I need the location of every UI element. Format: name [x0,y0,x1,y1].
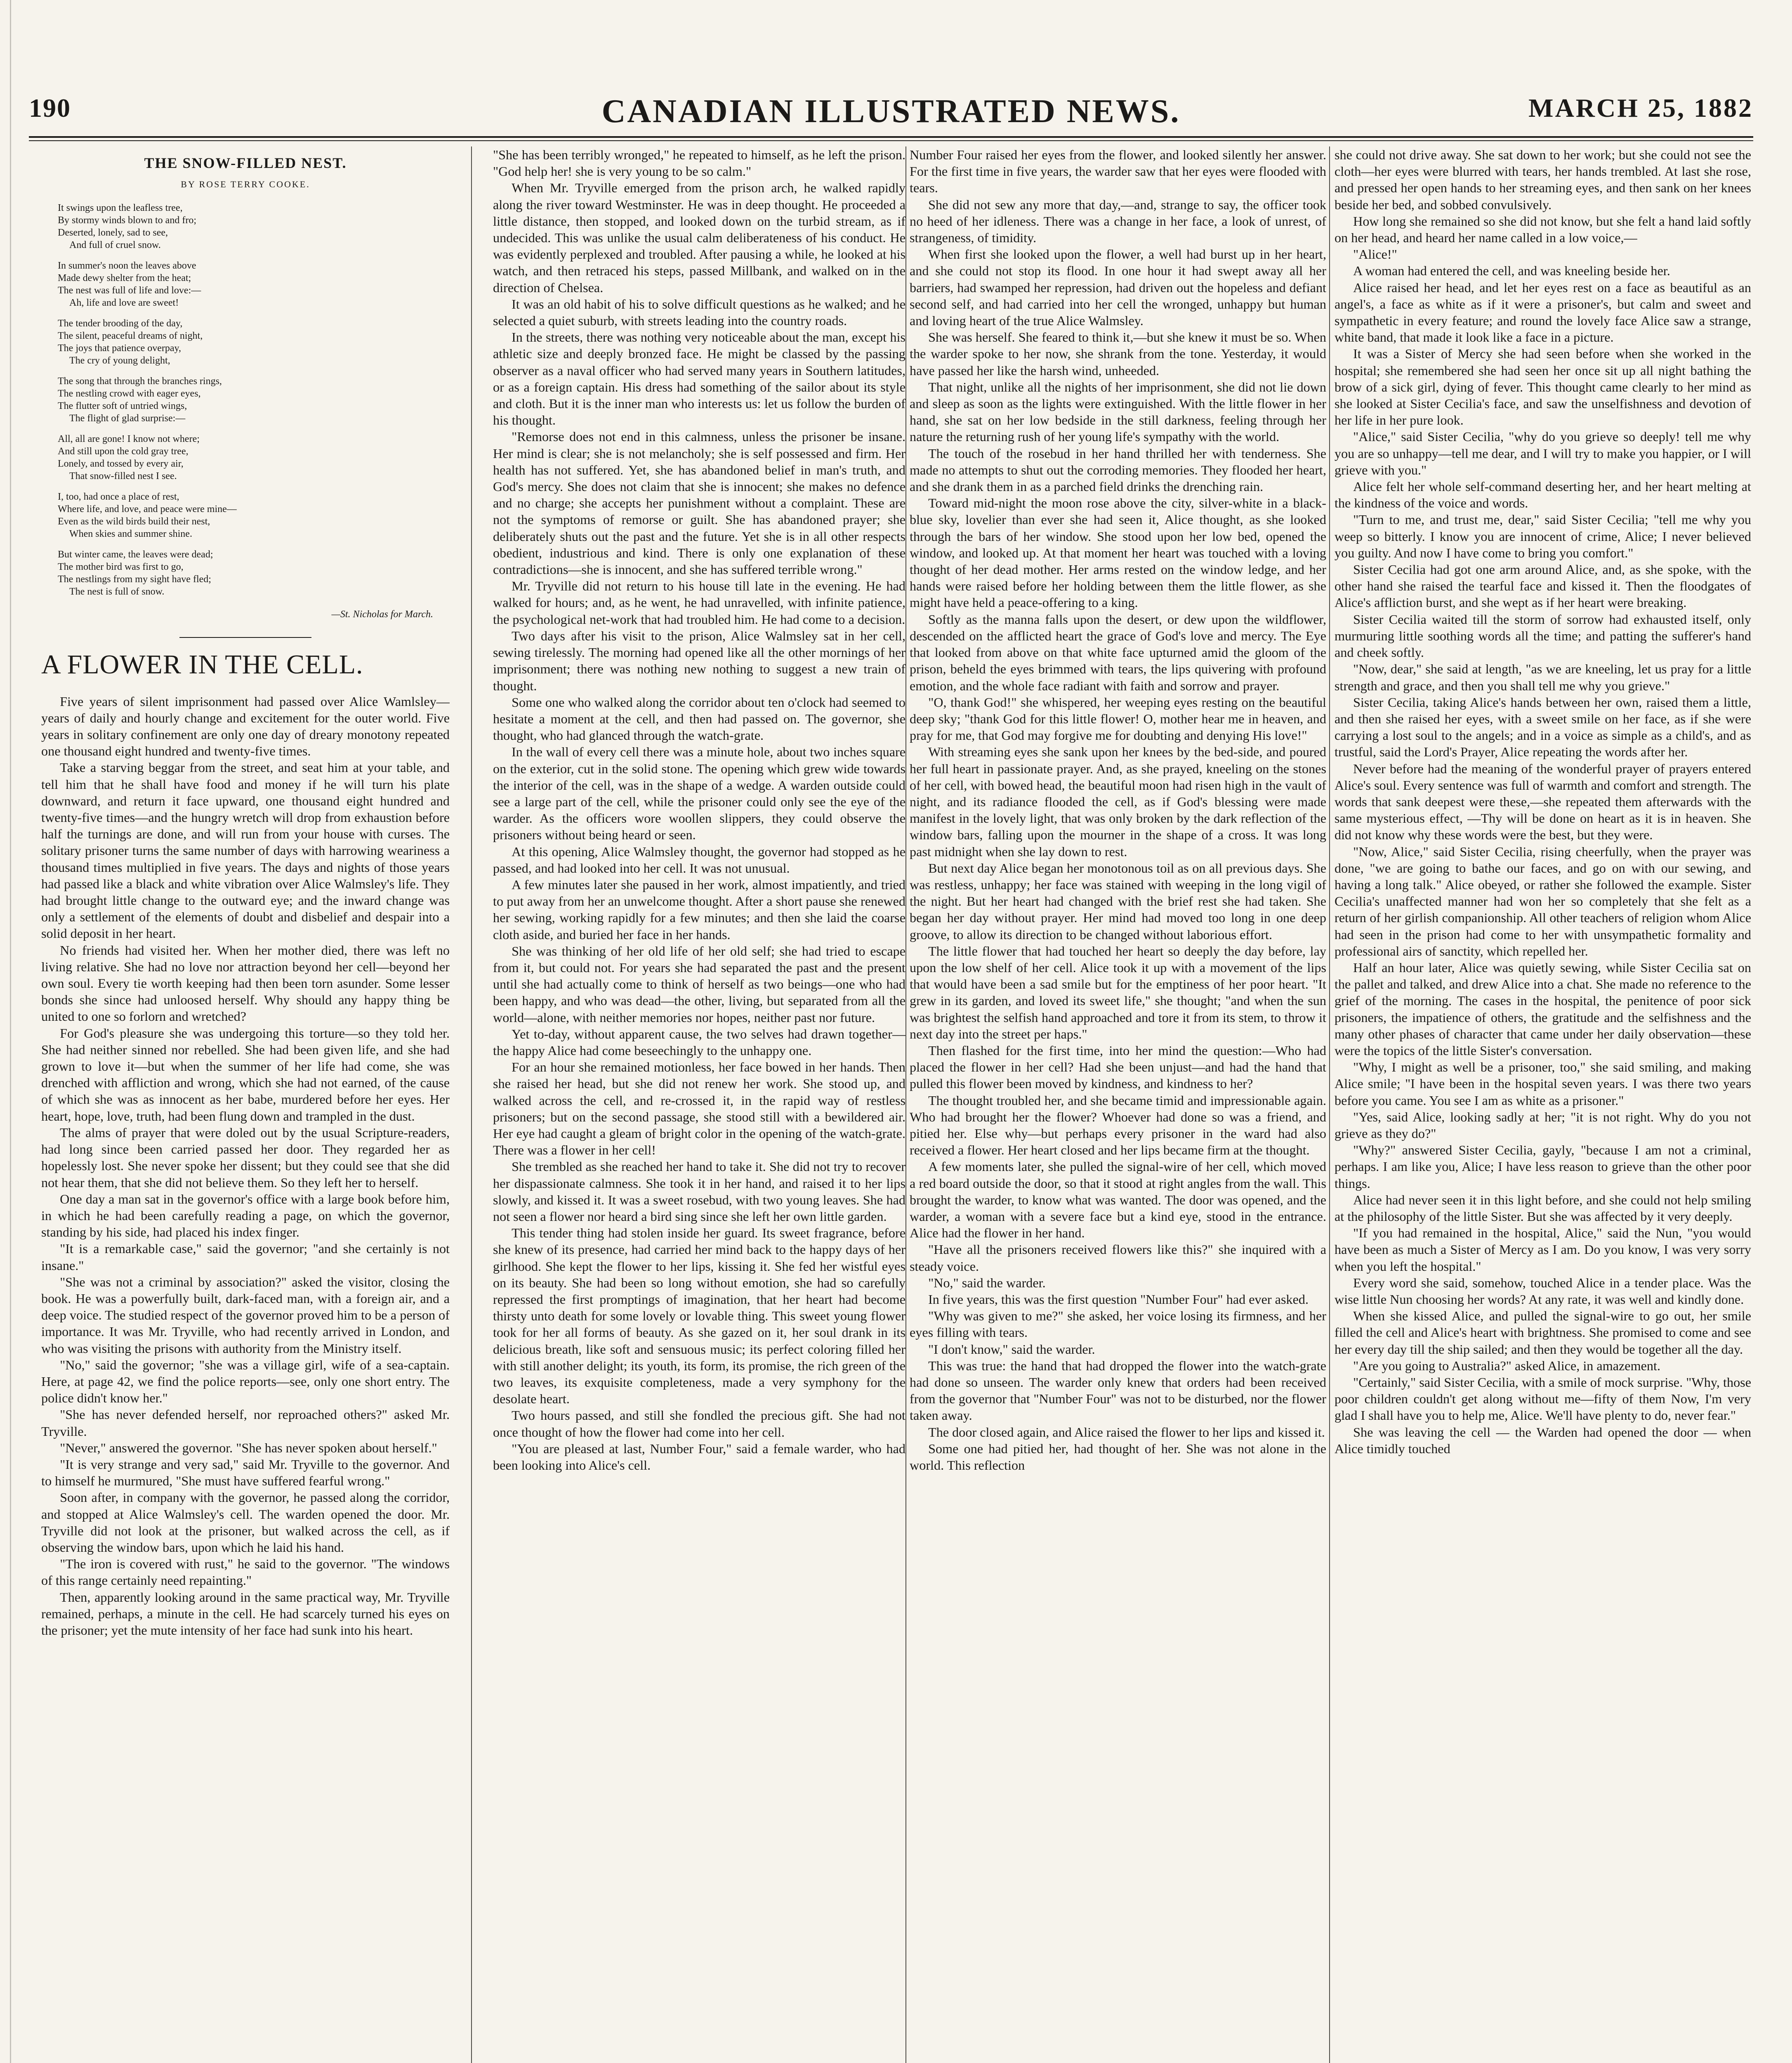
article-paragraph: One day a man sat in the governor's office with a large book before him, in which he had been carefully reading a page, on which the governor, standing by his side, had placed his index finger. [41,1191,450,1240]
poem-line: Where life, and love, and peace were mine— [58,504,237,515]
article-paragraph: "No," said the governor; "she was a village girl, wife of a sea-captain. Here, at page 42, we find the police reports—see, only one short entry. The police didn't know her." [41,1357,450,1406]
poem-line: I, too, had once a place of rest, [58,491,179,503]
article-paragraph: The thought troubled her, and she became timid and impressionable again. Who had brought her the flower? Whoever had done so was a friend, and pitied her. Else why—but perhaps every prisoner in the ward had also received a flower. Her heart closed and her lips became firm at the thought. [910,1093,1326,1158]
column-2 [493,146,905,2063]
article-paragraph: "No," said the warder. [928,1275,1046,1290]
article-paragraph: The door closed again, and Alice raised the flower to her lips and kissed it. [928,1424,1325,1440]
poem-author: BY ROSE TERRY COOKE. [181,179,310,190]
article-paragraph: Two days after his visit to the prison, Alice Walmsley sat in her cell, sewing tirelessly. The morning had opened like all the other mornings of her imprisonment; there was nothing new nothing to suggest a new train of thought. [493,628,905,693]
column-1 [41,146,450,2063]
article-paragraph: Some one had pitied her, had thought of her. She was not alone in the world. This reflection [910,1441,1326,1473]
column-divider [1329,146,1330,2063]
column-divider [905,146,906,2063]
article-paragraph: Toward mid-night the moon rose above the city, silver-white in a black-blue sky, lovelier than ever she had seen it, Alice thought, as she looked through the bars of her window. She stood upon her low bed, opened the window, and looked up. At that moment her heart was touched with a loving thought of her dead mother. Her arms rested on the window ledge, and her hands were raised before her holding between them the little flower, as she might have held a peace-offering to a king. [910,496,1326,610]
article-paragraph: "Never," answered the governor. "She has never spoken about herself." [60,1440,437,1455]
article-paragraph: A few minutes later she paused in her work, almost impatiently, and tried to put away from her an unwelcome thought. After a short pause she renewed her sewing, working rapidly for a few minutes; and then she laid the coarse cloth aside, and buried her face in her hands. [493,877,905,942]
article-paragraph: For God's pleasure she was undergoing this torture—so they told her. She had neither sinned nor rebelled. She had been given life, and she had grown to love it—but when the summer of her life had come, she was drenched with affliction and wrong, which she had not earned, of the cause of which she was as innocent as her babe, murdered before her eyes. Her heart, hope, love, truth, had been flung down and trampled in the dust. [41,1025,450,1124]
poem-line: Made dewy shelter from the heat; [58,273,191,284]
article-paragraph: It was an old habit of his to solve difficult questions as he walked; and he selected a quiet suburb, with streets leading into the country roads. [493,296,905,328]
article-paragraph: Five years of silent imprisonment had passed over Alice Wamlsley—years of daily and hourly change and excitement for the outer world. Five years in solitary confinement are only one day of dreary monotony repeated one thousand eight hundred and twenty-five times. [41,694,450,759]
poem-line: The nestling crowd with eager eyes, [58,388,201,399]
article-paragraph: The touch of the rosebud in her hand thrilled her with tenderness. She made no attempts to shut out the corroding memories. They flooded her heart, and she drank them in as a parched field drinks the drenching rain. [910,446,1326,494]
article-paragraph: Some one who walked along the corridor about ten o'clock had seemed to hesitate a moment at the cell, and then had passed on. The governor, she thought, who had glanced through the watch-grate. [493,694,905,743]
article-paragraph: The little flower that had touched her heart so deeply the day before, lay upon the low shelf of her cell. Alice took it up with a movement of the lips that would have been a sad smile but for the emptiness of her poor heart. "It grew in its garden, and loved its sweet life," she thought; "and when the sun was brightest the selfish hand approached and tore it from its stem, to throw it next day into the street per haps." [910,943,1326,1041]
article-paragraph: Soon after, in company with the governor, he passed along the corridor, and stopped at Alice Walmsley's cell. The warden opened the door. Mr. Tryville did not look at the prisoner, but walked across the cell, as if observing the window bars, upon which he laid his hand. [41,1490,450,1555]
poem-line: The mother bird was first to go, [58,562,184,573]
binding-edge [4,0,11,2063]
article-paragraph: she could not drive away. She sat down to her work; but she could not see the cloth—her eyes were blurred with tears, her hands trembled. At last she rose, and pressed her open hands to her streaming eyes, and then sank on her knees beside her bed, and sobbed convulsively. [1335,147,1751,212]
article-paragraph: Mr. Tryville did not return to his house till late in the evening. He had walked for hours; and, as he went, he had unravelled, with infinite patience, the psychological net-work that had troubled him. He had come to a decision. [493,578,905,627]
article-paragraph: "She was not a criminal by association?" asked the visitor, closing the book. He was a powerfully built, dark-faced man, with a foreign air, and a deep voice. The studied respect of the governor proved him to be a person of importance. It was Mr. Tryville, who had recently arrived in London, and who was visiting the prisons with authority from the Ministry itself. [41,1274,450,1356]
article-paragraph: A few moments later, she pulled the signal-wire of her cell, which moved a red board outside the door, so that it stood at right angles from the wall. This brought the warder, to know what was wanted. The door was opened, and the warder, a woman with a severe face but a kind eye, stood in the entrance. Alice had the flower in her hand. [910,1159,1326,1241]
poem-line: The joys that patience overpay, [58,343,181,354]
masthead-rule [29,136,1753,138]
article-paragraph: For an hour she remained motionless, her face bowed in her hands. Then she raised her head, but she did not renew her work. She stood up, and walked across the cell, and re-crossed it, in the rapid way of restless prisoners; but on the second passage, she stood still with a bewildered air. Her eye had caught a gleam of bright color in the opening of the watch-grate. There was a flower in her cell! [493,1060,905,1158]
poem-line: Deserted, lonely, sad to see, [58,227,168,238]
poem-line: The nestlings from my sight have fled; [58,574,211,585]
article-paragraph: She was herself. She feared to think it,—but she knew it must be so. When the warder spoke to her now, she shrank from the tone. Yesterday, it would have passed her like the harsh wind, unheeded. [910,330,1326,378]
article-paragraph: When Mr. Tryville emerged from the prison arch, he walked rapidly along the river toward Westminster. He was in deep thought. He proceeded a little distance, then stopped, and looked down on the turbid stream, as if undecided. This was unlike the usual calm deliberateness of his conduct. He was evidently perplexed and troubled. After pausing a while, he looked at his watch, and then retraced his steps, passed Millbank, and walked on in the direction of Chelsea. [493,180,905,295]
article-paragraph: Two hours passed, and still she fondled the precious gift. She had not once thought of how the flower had come into her cell. [493,1408,905,1440]
poem-line: The flight of glad surprise:— [69,413,186,424]
article-paragraph: Take a starving beggar from the street, and seat him at your table, and tell him that he shall have food and money if he will turn his plate downward, and return it face upward, one thousand eight hundred and twenty-five times—and the hungry wretch will drop from exhaustion before half the turnings are done, and will run from your house with curses. The solitary prisoner turns the same number of days with harrowing weariness a thousand times multiplied in five years. The days and nights of those years had passed like a black and white vibration over Alice Walmsley's life. They had brought little change to the outward eye; and the inward change was only a settlement of the elements of doubt and disbelief and despair into a solid deposit in her heart. [41,760,450,941]
masthead [29,93,1753,130]
article-paragraph: "You are pleased at last, Number Four," said a female warder, who had been looking into Alice's cell. [493,1441,905,1473]
poem-line: It swings upon the leafless tree, [58,203,183,214]
article-paragraph: That night, unlike all the nights of her imprisonment, she did not lie down and sleep as soon as the lights were extinguished. With the little flower in her hand, she sat on her low bedside in the still darkness, feeling through her nature the returning rush of her young life's sympathy with the world. [910,379,1326,444]
article-paragraph: "Now, Alice," said Sister Cecilia, rising cheerfully, when the prayer was done, "we are going to bathe our faces, and go on with our sewing, and having a long talk." Alice obeyed, or rather she followed the example. Sister Cecilia's unaffected manner had won her so completely that she felt as a return of her girlish companionship. All other teachers of religion whom Alice had seen in the prison had come to her with unsympathetic formality and professional airs of sanctity, which repelled her. [1335,844,1751,958]
article-paragraph: Sister Cecilia waited till the storm of sorrow had exhausted itself, only murmuring little soothing words all the time; and patting the sufferer's hand and cheek softly. [1335,611,1751,660]
masthead-rule-thin [29,140,1753,141]
poem-stanza [58,375,450,425]
newspaper-title: CANADIAN ILLUSTRATED NEWS. [601,93,1181,130]
article-paragraph: Alice felt her whole self-command deserting her, and her heart melting at the kindness of the voice and words. [1335,479,1751,511]
article-paragraph: She was leaving the cell — the Warden had opened the door — when Alice timidly touched [1335,1424,1751,1456]
article-paragraph: Alice raised her head, and let her eyes rest on a face as beautiful as an angel's, a face as white as if it were a prisoner's, but calm and sweet and sympathetic in every feature; and round the lovely face Alice saw a strange, white band, that made it look like a face in a picture. [1335,280,1751,345]
poem-source: —St. Nicholas for March. [331,609,433,620]
poem-stanza [58,548,450,598]
article-paragraph: "Alice," said Sister Cecilia, "why do you grieve so deeply! tell me why you are so unhappy—tell me dear, and I will try to make you happier, or I will grieve with you." [1335,429,1751,477]
article-paragraph: "Why, I might as well be a prisoner, too," she said smiling, and making Alice smile; "I have been in the hospital seven years. I was there two years before you came. You see I am as white as a prisoner." [1335,1060,1751,1108]
column-4-body [1335,146,1751,1457]
article-paragraph: "O, thank God!" she whispered, her weeping eyes resting on the beautiful deep sky; "thank God for this little flower! O, mother hear me in heaven, and pray for me, that God may forgive me for doubting and denying His love!" [910,694,1326,743]
page-number: 190 [29,93,71,123]
poem-line: All, all are gone! I know not where; [58,434,200,445]
column-2-body [493,146,905,1473]
article-paragraph: She trembled as she reached her hand to take it. She did not try to recover her dispassionate calmness. She took it in her hand, and raised it to her lips slowly, and kissed it. It was a sweet rosebud, with two young leaves. She had not seen a flower nor heard a bird sing since she left her own little garden. [493,1159,905,1224]
article-paragraph: Then, apparently looking around in the same practical way, Mr. Tryville remained, perhaps, a minute in the cell. He had scarcely turned his eyes on the prisoner; yet the mute intensity of her face had sunk into his heart. [41,1589,450,1638]
article-paragraph: Then flashed for the first time, into her mind the question:—Who had placed the flower in her cell? Had she been unjust—and had the hand that pulled this flower been moved by kindness, and kindness to her? [910,1043,1326,1091]
article-paragraph: When first she looked upon the flower, a well had burst up in her heart, and she could not stop its flood. In one hour it had swept away all her barriers, had swamped her repression, had driven out the hopeless and defiant second self, and had carried into her cell the wronged, unhappy but human and loving heart of the true Alice Walmsley. [910,247,1326,328]
poem-line: The cry of young delight, [69,355,170,366]
article-paragraph: In five years, this was the first question "Number Four" had ever asked. [928,1292,1309,1307]
article-paragraph: Number Four raised her eyes from the flower, and looked silently her answer. For the first time in five years, the warder saw that her eyes were flooded with tears. [910,147,1326,196]
column-1-body [41,693,450,1639]
article-paragraph: "Have all the prisoners received flowers like this?" she inquired with a steady voice. [910,1242,1326,1274]
poem-line: The tender brooding of the day, [58,318,183,329]
article-paragraph: It was a Sister of Mercy she had seen before when she worked in the hospital; she remembered she had seen her once sit up all night bathing the brow of a sick girl, dying of fever. This thought came clearly to her mind as she looked at Sister Cecilia's face, and saw the unselfishness and devotion of her life in her pure look. [1335,346,1751,428]
article-paragraph: "Certainly," said Sister Cecilia, with a smile of mock surprise. "Why, those poor children couldn't get along without me—fifty of them Now, I'm very glad I shall have you to help me, Alice. We'll have plenty to do, never fear." [1335,1375,1751,1423]
article-paragraph: No friends had visited her. When her mother died, there was left no living relative. She had no love nor attraction beyond her cell—beyond her own soul. Every tie worth keeping had then been torn asunder. Some lesser bonds she since had unloosed herself. Why should any happy thing be united to one so forlorn and wretched? [41,942,450,1024]
article-paragraph: In the wall of every cell there was a minute hole, about two inches square on the exterior, cut in the solid stone. The opening which grew wide towards the interior of the cell, was in the shape of a wedge. A warden outside could see a large part of the cell, while the prisoner could only see the eye of the warder. As the officers wore woollen slippers, they could observe the prisoners without being heard or seen. [493,744,905,843]
article-paragraph: She was thinking of her old life of her old self; she had tried to escape from it, but could not. For years she had separated the past and the present until she had actually come to think of herself as two beings—one who had been happy, and who was dead—the other, living, but separated from all the world—alone, with neither memories nor hopes, neither past nor future. [493,943,905,1025]
article-paragraph: When she kissed Alice, and pulled the signal-wire to go out, her smile filled the cell and Alice's heart with brightness. She promised to come and see her every day till the ship sailed; and then they would be together all the day. [1335,1308,1751,1357]
article-paragraph: Yet to-day, without apparent cause, the two selves had drawn together—the happy Alice had come beseechingly to the unhappy one. [493,1026,905,1058]
poem-line: The silent, peaceful dreams of night, [58,330,203,342]
poem-stanza [58,433,450,482]
article-paragraph: Alice had never seen it in this light before, and she could not help smiling at the philosophy of the little Sister. But she was affected by it very deeply. [1335,1192,1751,1224]
poem-line: And still upon the cold gray tree, [58,446,189,457]
article-paragraph: "Are you going to Australia?" asked Alice, in amazement. [1353,1358,1660,1373]
article-paragraph: "Turn to me, and trust me, dear," said Sister Cecilia; "tell me why you weep so bitterly. I know you are innocent of crime, Alice; I never believed you guilty. And now I have come to bring you comfort." [1335,512,1751,560]
section-rule [179,637,311,638]
poem-line: Ah, life and love are sweet! [69,297,179,309]
poem-line: And full of cruel snow. [69,240,161,251]
article-paragraph: Softly as the manna falls upon the desert, or dew upon the wildflower, descended on the afflicted heart the grace of God's love and mercy. The Eye that looked from above on that white face upturned amid the gloom of the prison, beheld the eyes brimmed with tears, the lips quivering with profound emotion, and the whole face radiant with faith and sorrow and prayer. [910,611,1326,693]
poem-line: The nest is full of snow. [69,586,165,597]
article-paragraph: "She has never defended herself, nor reproached others?" asked Mr. Tryville. [41,1407,450,1439]
poem-stanza [58,317,450,367]
article-paragraph: "Alice!" [1353,247,1397,262]
article-paragraph: "It is very strange and very sad," said Mr. Tryville to the governor. And to himself he murmured, "She must have suffered fearful wrong." [41,1456,450,1489]
article-paragraph: Half an hour later, Alice was quietly sewing, while Sister Cecilia sat on the pallet and talked, and drew Alice into a chat. She made no reference to the grief of the morning. The cases in the hospital, the penitence of poor sick prisoners, the impatience of others, the gratitude and the selfishness and the many other phases of character that came under her daily observation—these were the topics of the little Sister's conversation. [1335,960,1751,1058]
article-paragraph: "Now, dear," she said at length, "as we are kneeling, let us pray for a little strength and grace, and then you shall tell me why you grieve." [1335,661,1751,693]
article-paragraph: Sister Cecilia had got one arm around Alice, and, as she spoke, with the other hand she raised the tearful face and kissed it. Then the floodgates of Alice's affliction burst, and she wept as if her heart were breaking. [1335,562,1751,610]
article-paragraph: The alms of prayer that were doled out by the usual Scripture-readers, had long since been carried passed her door. They regarded her as hopelessly lost. She never spoke her dissent; but they could see that she did not hear them, that she did not believe them. So they left her to herself. [41,1125,450,1190]
article-paragraph: "Why?" answered Sister Cecilia, gayly, "because I am not a criminal, perhaps. I am like you, Alice; I have less reason to grieve than the other poor things. [1335,1142,1751,1191]
article-paragraph: She did not sew any more that day,—and, strange to say, the officer took no heed of her idleness. There was a change in her face, a look of unrest, of strangeness, of timidity. [910,197,1326,245]
poem-line: Even as the wild birds build their nest, [58,516,210,527]
poem-line: By stormy winds blown to and fro; [58,215,196,226]
column-3 [910,146,1326,2063]
article-paragraph: "If you had remained in the hospital, Alice," said the Nun, "you would have been as much a Sister of Mercy as I am. Do you know, I was very sorry when you left the hospital." [1335,1225,1751,1274]
column-4 [1335,146,1751,2063]
article-paragraph: Sister Cecilia, taking Alice's hands between her own, raised them a little, and then she raised her eyes, with a sweet smile on her face, as if she were carrying a lost soul to the angels; and in a voice as simple as a child's, and as trustful, said the Lord's Prayer, Alice repeating the words after her. [1335,694,1751,760]
article-paragraph: A woman had entered the cell, and was kneeling beside her. [1353,263,1670,279]
article-paragraph: Never before had the meaning of the wonderful prayer of prayers entered Alice's soul. Every sentence was full of warmth and comfort and strength. The words that sank deepest were these,—she repeated them afterwards with the same mysterious effect, —Thy will be done on heart as it is in heaven. She did not know why these words were the best, but they were. [1335,761,1751,843]
article-paragraph: "The iron is covered with rust," he said to the governor. "The windows of this range certainly need repainting." [41,1556,450,1588]
poem-line: But winter came, the leaves were dead; [58,549,213,560]
poem-line: In summer's noon the leaves above [58,260,196,271]
article-paragraph: How long she remained so she did not know, but she felt a hand laid softly on her head, and heard her name called in a low voice,— [1335,213,1751,245]
article-paragraph: At this opening, Alice Walmsley thought, the governor had stopped as he passed, and had looked into her cell. It was not unusual. [493,844,905,876]
column-divider [471,146,472,2063]
column-3-body [910,146,1326,1473]
article-paragraph: "It is a remarkable case," said the governor; "and she certainly is not insane." [41,1241,450,1273]
poem-stanza [58,491,450,540]
poem-line: The song that through the branches rings, [58,376,222,387]
poem-stanza [58,202,450,251]
story-title: A FLOWER IN THE CELL. [41,649,363,680]
poem-line: When skies and summer shine. [69,529,192,540]
article-paragraph: "Remorse does not end in this calmness, unless the prisoner be insane. Her mind is clear; she is not melancholy; she is self possessed and firm. Her health has not suffered. Yet, she has abandoned belief in man's truth, and God's mercy. She does not claim that she is innocent; she makes no defence and no charge; she accepts her punishment without a complaint. These are not the symptoms of remorse or guilt. She has abandoned prayer; she deliberately shuts out the past and the future. Yet she is in all other respects obedient, industrious and kind. There is only one explanation of these contradictions—she is innocent, and she has suffered terrible wrong." [493,429,905,577]
poem-title: THE SNOW-FILLED NEST. [144,155,347,171]
poem-line: The nest was full of life and love:— [58,285,201,296]
article-paragraph: "Yes, said Alice, looking sadly at her; "it is not right. Why do you not grieve as they do?" [1335,1109,1751,1141]
poem-stanza [58,260,450,309]
article-paragraph: "She has been terribly wronged," he repeated to himself, as he left the prison. "God help her! she is very young to be so calm." [493,147,905,179]
article-paragraph: In the streets, there was nothing very noticeable about the man, except his athletic size and deeply bronzed face. He might be classed by the passing observer as a naval officer who had served many years in Southern latitudes, or as a foreign captain. His dress had something of the sailor about its style and cloth. But it is the inner man who interests us: let us follow the burden of his thought. [493,330,905,428]
poem-line: That snow-filled nest I see. [69,471,177,482]
article-paragraph: "Why was given to me?" she asked, her voice losing its firmness, and her eyes filling with tears. [910,1308,1326,1340]
article-paragraph: This was true: the hand that had dropped the flower into the watch-grate had done so unseen. The warder only knew that orders had been received from the governor that "Number Four" was not to be disturbed, nor the flower taken away. [910,1358,1326,1423]
article-paragraph: But next day Alice began her monotonous toil as on all previous days. She was restless, unhappy; her face was stained with weeping in the long vigil of the night. But her heart had changed with the brief rest she had taken. She began her day without prayer. Her mind had moved too long in one deep groove, to allow its direction to be changed without laborious effort. [910,860,1326,942]
article-paragraph: "I don't know," said the warder. [928,1341,1095,1357]
poem-body [41,202,450,598]
article-paragraph: Every word she said, somehow, touched Alice in a tender place. Was the wise little Nun choosing her words? At any rate, it was well and kindly done. [1335,1275,1751,1307]
article-paragraph: This tender thing had stolen inside her guard. Its sweet fragrance, before she knew of its presence, had carried her mind back to the happy days of her girlhood. She kept the flower to her lips, kissing it. She fed her wistful eyes on its beauty. She had been so long without emotion, she had so carefully repressed the first promptings of imagination, that her heart had become thirsty unto death for some lovely or lovable thing. This sweet young flower took for her all forms of beauty. As she gazed on it, her soul drank in its delicious breath, like soft and sensuous music; its perfect coloring filled her with still another delight; its youth, its form, its promise, the rich green of the two leaves, its exquisite completeness, made a very symphony for the desolate heart. [493,1225,905,1407]
poem-line: Lonely, and tossed by every air, [58,458,184,470]
article-paragraph: With streaming eyes she sank upon her knees by the bed-side, and poured her full heart in passionate prayer. And, as she prayed, kneeling on the stones of her cell, with bowed head, the beautiful moon had risen high in the vault of night, and its radiance flooded the cell, as if God's blessing were made manifest in the lovely light, that was only broken by the dark reflection of the window bars, falling upon the mourner in the shape of a cross. It was long past midnight when she lay down to rest. [910,744,1326,859]
issue-date: MARCH 25, 1882 [1528,93,1753,123]
poem-line: The flutter soft of untried wings, [58,401,187,412]
